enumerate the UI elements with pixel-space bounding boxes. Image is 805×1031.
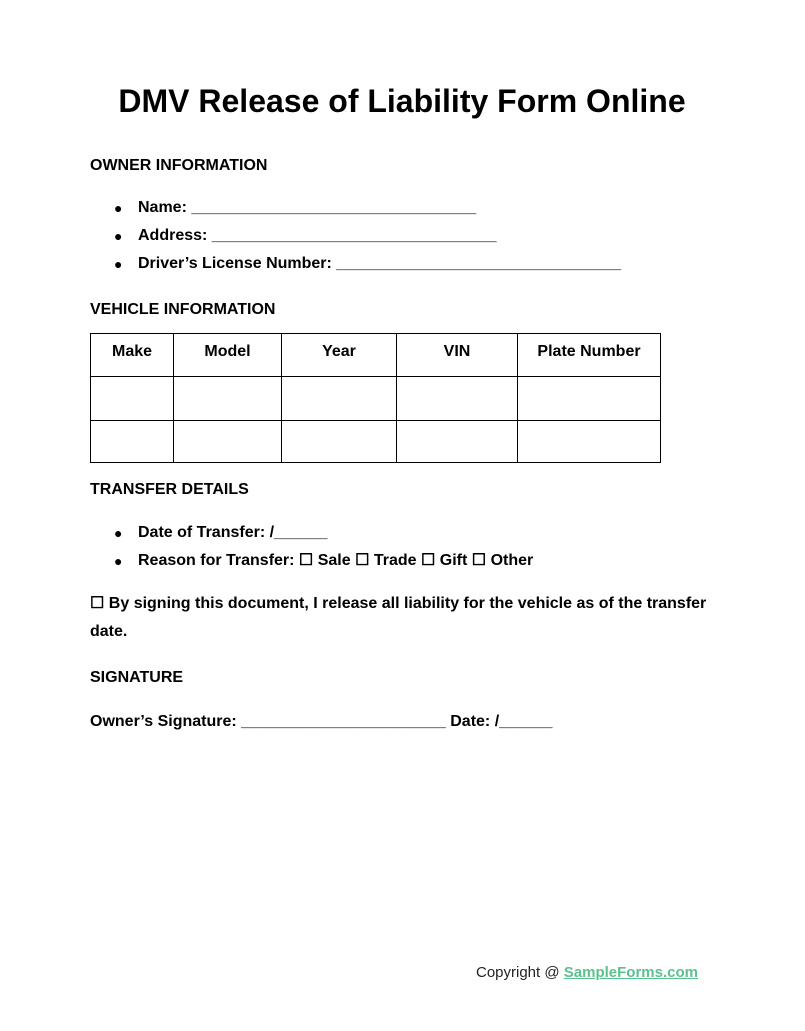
owner-information-list [90,198,621,282]
make-cell[interactable] [91,421,174,463]
column-header-plate-number: Plate Number [518,334,661,377]
vin-cell[interactable] [397,377,518,421]
plate-number-cell[interactable] [518,377,661,421]
column-header-year: Year [282,334,397,377]
model-cell[interactable] [174,377,282,421]
list-item-date-of-transfer [90,523,533,551]
table-header-row [91,334,661,377]
make-cell[interactable] [91,377,174,421]
column-header-vin: VIN [397,334,518,377]
column-header-model: Model [174,334,282,377]
list-item-address [90,226,621,254]
list-item-license [90,254,621,282]
bullet-icon: ● [114,553,123,569]
vin-cell[interactable] [397,421,518,463]
copyright-text: Copyright @ [476,964,564,981]
copyright-footer [476,963,698,983]
list-item-reason-for-transfer [90,551,533,579]
bullet-icon: ● [114,228,123,244]
sampleforms-link[interactable]: SampleForms.com [563,964,698,981]
reason-for-transfer-options[interactable]: Reason for Transfer: ☐ Sale ☐ Trade ☐ Gift ☐ Other [138,552,534,569]
transfer-details-list [90,523,533,579]
drivers-license-field[interactable]: Driver’s License Number: ________________________________ [138,255,622,272]
table-row [91,421,661,463]
name-field[interactable]: Name: ________________________________ [138,199,477,216]
owner-signature-field[interactable]: Owner’s Signature: _______________________ Date: /______ [90,713,553,730]
vehicle-table [90,333,661,463]
year-cell[interactable] [282,421,397,463]
transfer-details-heading: TRANSFER DETAILS [90,481,249,498]
page-title: DMV Release of Liability Form Online [118,83,686,119]
year-cell[interactable] [282,377,397,421]
address-field[interactable]: Address: ________________________________ [138,227,497,244]
plate-number-cell[interactable] [518,421,661,463]
list-item-name [90,198,621,226]
table-row [91,377,661,421]
column-header-make: Make [91,334,174,377]
date-of-transfer-field[interactable]: Date of Transfer: /______ [138,524,328,541]
bullet-icon: ● [114,525,123,541]
bullet-icon: ● [114,256,123,272]
owner-information-heading: OWNER INFORMATION [90,157,268,174]
bullet-icon: ● [114,200,123,216]
signature-heading: SIGNATURE [90,669,184,686]
model-cell[interactable] [174,421,282,463]
liability-declaration-checkbox[interactable]: ☐ By signing this document, I release all liability for the vehicle as of the transfer date. [90,595,707,640]
vehicle-information-heading: VEHICLE INFORMATION [90,301,276,318]
